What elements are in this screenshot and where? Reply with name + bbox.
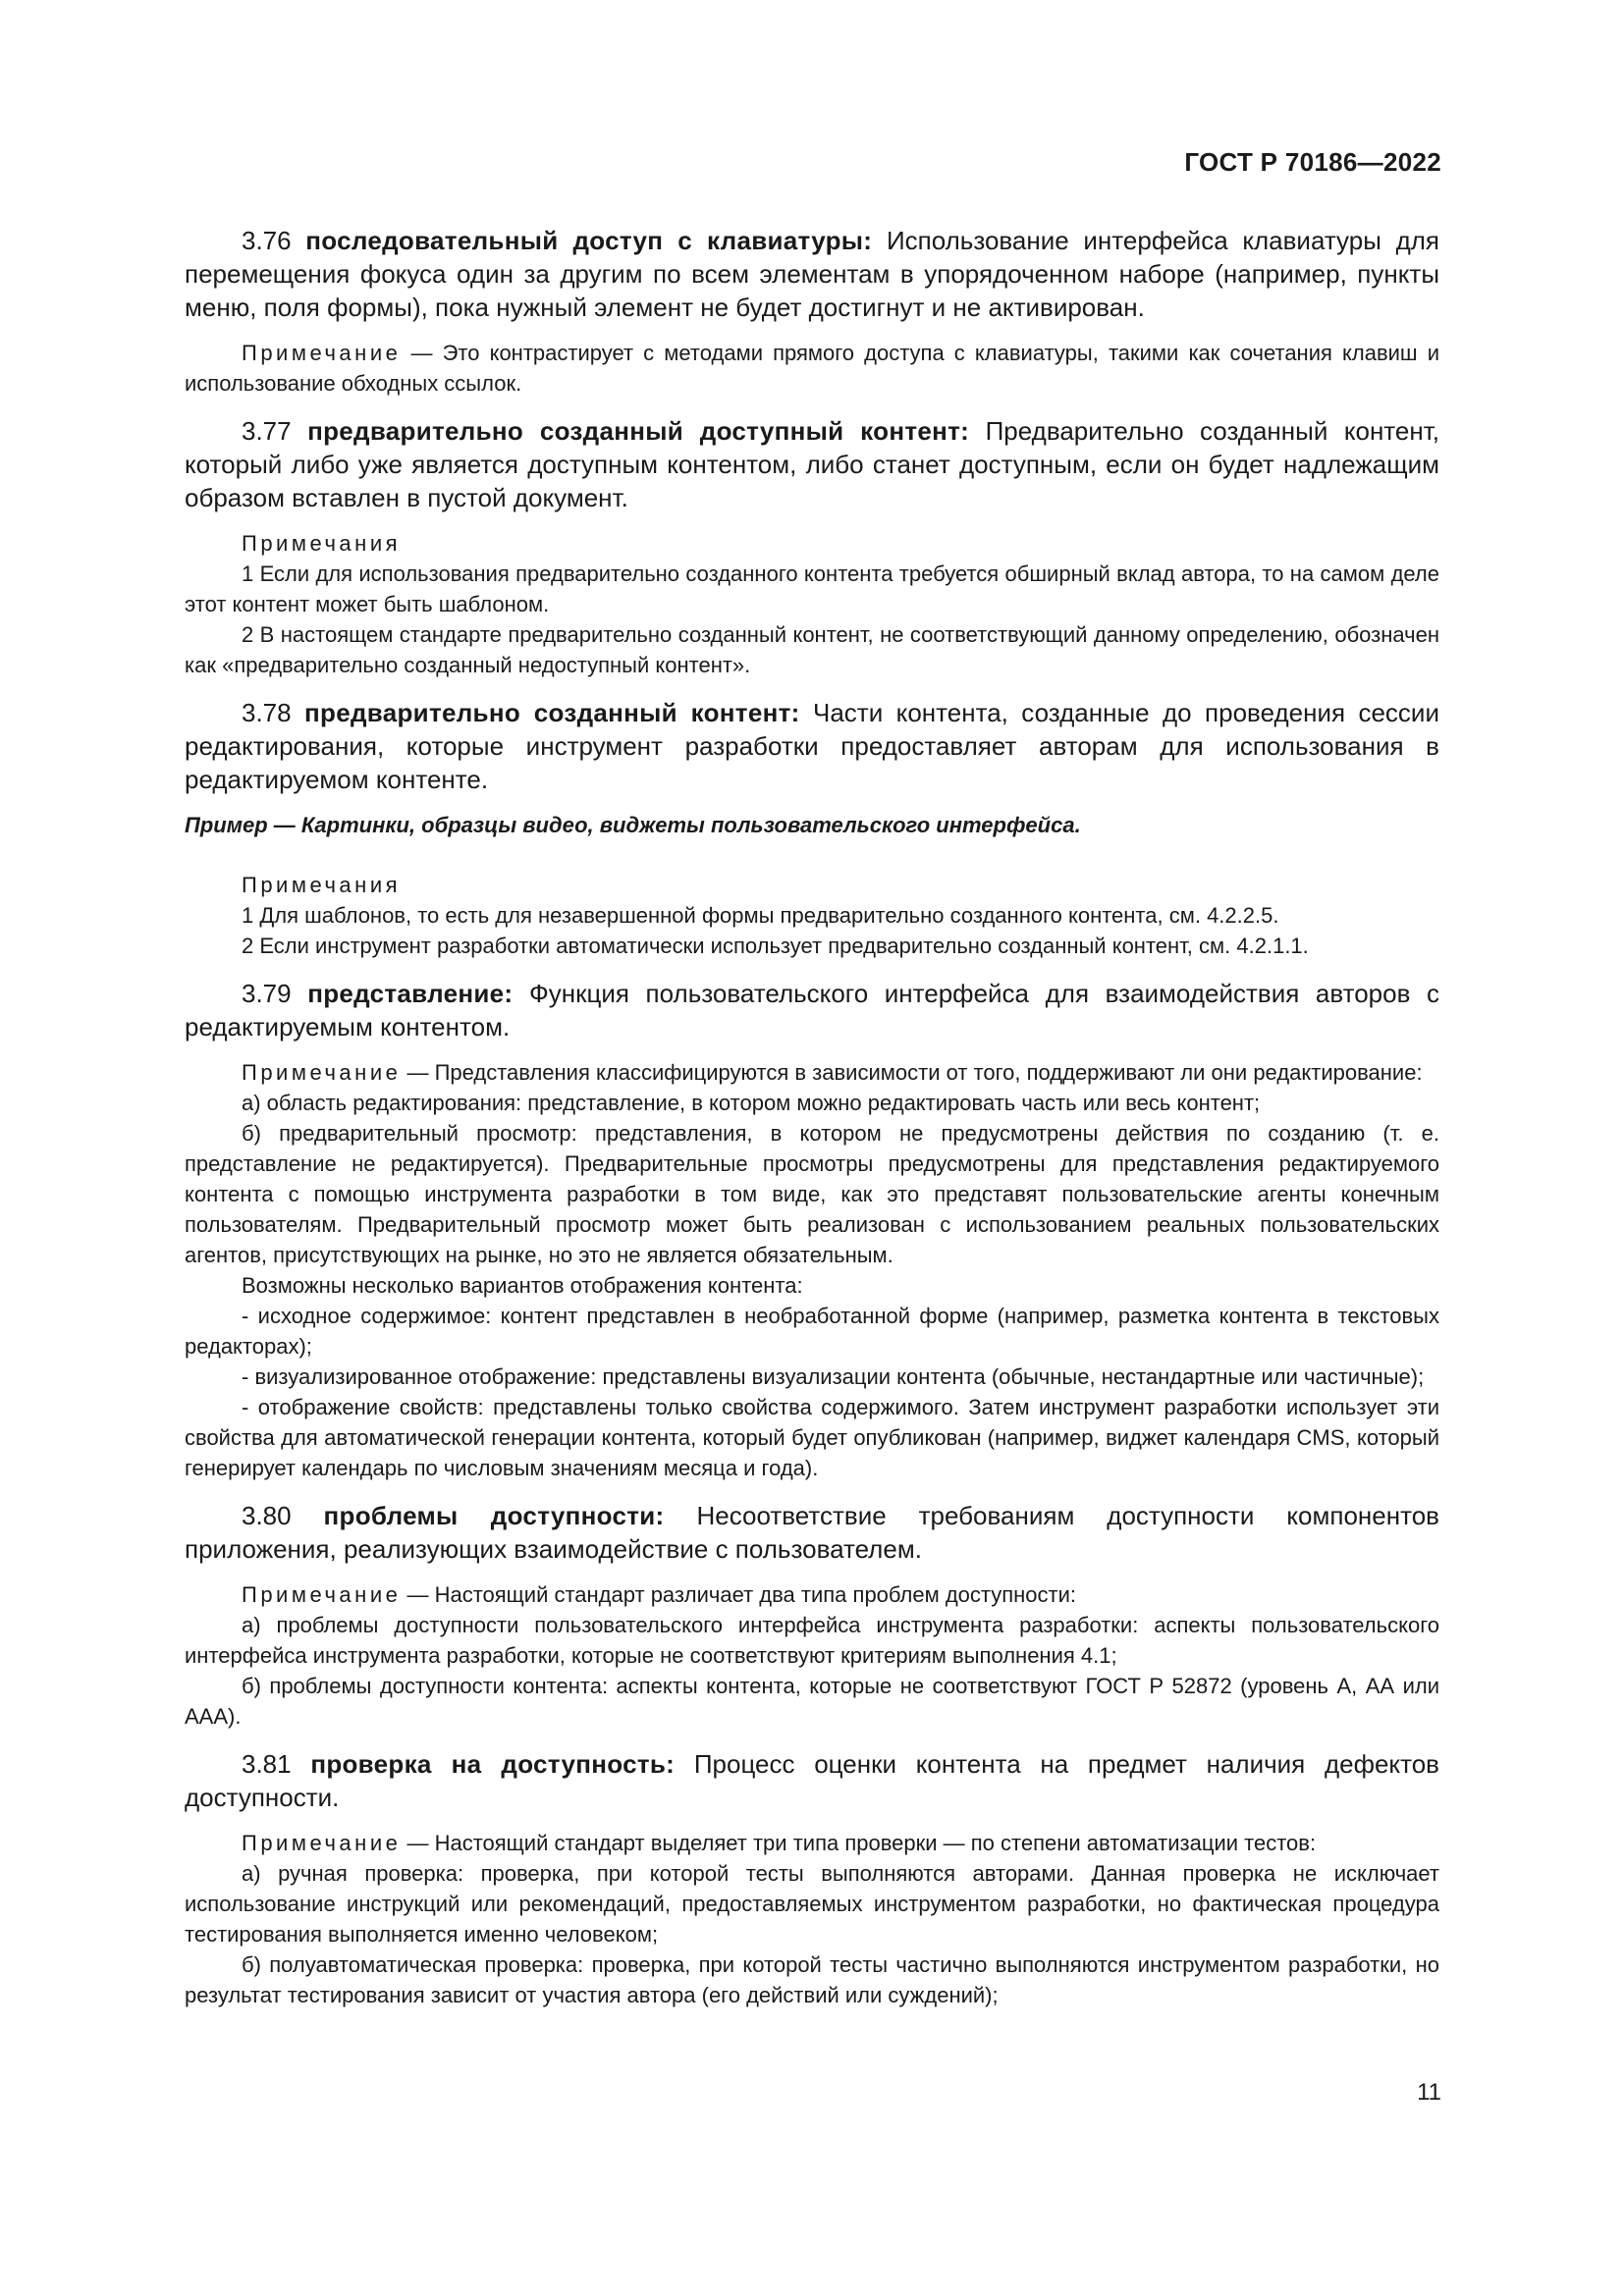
term-definition	[185, 1747, 1439, 1814]
term-number: 3.76	[242, 226, 292, 255]
term-number: 3.79	[242, 979, 292, 1008]
section-3-79	[185, 977, 1439, 1483]
note-item: - визуализированное отображение: представлены визуализации контента (обычные, нестандартные или частичные);	[242, 1364, 1425, 1389]
note-item: 2 Если инструмент разработки автоматически использует предварительно созданный контент, см. 4.2.1.1.	[242, 934, 1309, 958]
note-item: 1 Если для использования предварительно созданного контента требуется обширный вклад автора, то на самом деле этот контент может быть шаблоном.	[185, 561, 1439, 616]
term-definition	[185, 224, 1439, 324]
term-text: Несоответствие требованиям доступности компонентов приложения, реализующих взаимодействие с пользователем.	[185, 1501, 1439, 1564]
term-number: 3.78	[242, 698, 292, 727]
section-3-78	[185, 696, 1439, 961]
note-item: - исходное содержимое: контент представлен в необработанной форме (например, разметка контента в текстовых редакторах);	[185, 1304, 1439, 1359]
term-text: Процесс оценки контента на предмет наличия дефектов доступности.	[185, 1749, 1439, 1812]
note-label: Примечание	[242, 1582, 402, 1607]
note-item: а) область редактирования: представление, в котором можно редактировать часть или весь контент;	[242, 1091, 1261, 1115]
term-definition	[185, 696, 1439, 796]
term-definition	[185, 977, 1439, 1043]
note-item: 2 В настоящем стандарте предварительно созданный контент, не соответствующий данному определению, обозначен как «предварительно созданный недоступный контент».	[185, 622, 1439, 677]
note-item: а) ручная проверка: проверка, при которой тесты выполняются авторами. Данная проверка не исключает использование инструкций или рекомендаций, предоставляемых инструментом разработки, но фактическая процедура тестирования выполняется именно человеком;	[185, 1861, 1439, 1947]
note-label: Примечание	[242, 1831, 402, 1855]
term-text: Предварительно созданный контент, который либо уже является доступным контентом, либо станет доступным, если он будет надлежащим образом вставлен в пустой документ.	[185, 416, 1439, 512]
section-3-80	[185, 1499, 1439, 1732]
term-definition	[185, 1499, 1439, 1566]
note-text: — Настоящий стандарт выделяет три типа проверки — по степени автоматизации тестов:	[406, 1831, 1317, 1855]
term-definition	[185, 414, 1439, 514]
term-name: представление:	[307, 979, 514, 1008]
note-item: - отображение свойств: представлены только свойства содержимого. Затем инструмент разработки использует эти свойства для автоматической генерации контента, который будет опубликован (например, виджет календаря CMS, который генерирует календарь по числовым значениям месяца и года).	[185, 1395, 1439, 1480]
note-text: — Это контрастирует с методами прямого доступа с клавиатуры, такими как сочетания клавиш и использование обходных ссылок.	[185, 341, 1439, 396]
document-id-header: ГОСТ Р 70186—2022	[1184, 147, 1441, 177]
term-number: 3.80	[242, 1501, 292, 1530]
note-label: Примечание	[242, 1060, 402, 1085]
section-3-76	[185, 224, 1439, 399]
note-item: б) полуавтоматическая проверка: проверка, при которой тесты частично выполняются инструментом разработки, но результат тестирования зависит от участия автора (его действий или суждений);	[185, 1952, 1439, 2007]
section-3-77	[185, 414, 1439, 680]
note-text: — Представления классифицируются в зависимости от того, поддерживают ли они редактирование:	[406, 1060, 1423, 1085]
note-text: — Настоящий стандарт различает два типа проблем доступности:	[406, 1582, 1077, 1607]
term-name: предварительно созданный контент:	[304, 698, 800, 727]
term-name: проверка на доступность:	[310, 1749, 676, 1779]
example: Пример — Картинки, образцы видео, виджеты пользовательского интерфейса.	[185, 813, 1081, 837]
term-text: Использование интерфейса клавиатуры для перемещения фокуса один за другим по всем элементам в упорядоченном наборе (например, пункты меню, поля формы), пока нужный элемент не будет достигнут и не активирован.	[185, 226, 1439, 322]
note	[185, 1828, 1439, 1858]
term-text: Части контента, созданные до проведения сессии редактирования, которые инструмент разработки предоставляет авторам для использования в редактируемом контенте.	[185, 698, 1439, 794]
notes-label: Примечания	[242, 873, 402, 897]
note	[185, 1579, 1439, 1610]
document-body	[185, 224, 1439, 2026]
term-name: последовательный доступ с клавиатуры:	[305, 226, 873, 255]
section-3-81	[185, 1747, 1439, 2010]
term-name: предварительно созданный доступный контент:	[307, 416, 970, 446]
page-number: 11	[1417, 2079, 1441, 2106]
note-item: б) проблемы доступности контента: аспекты контента, которые не соответствуют ГОСТ Р 52872 (уровень А, АА или ААА).	[185, 1674, 1439, 1729]
note-label: Примечание	[242, 341, 402, 365]
term-name: проблемы доступности:	[323, 1501, 665, 1530]
term-number: 3.81	[242, 1749, 292, 1779]
note-item: б) предварительный просмотр: представления, в котором не предусмотрены действия по созданию (т. е. представление не редактируется). Предварительные просмотры предусмотрены для представления редактируемого контента с помощью инструмента разработки в том виде, как это представят пользовательские агенты конечным пользователям. Предварительный просмотр может быть реализован с использованием реальных пользовательских агентов, присутствующих на рынке, но это не является обязательным.	[185, 1121, 1439, 1267]
note-item: а) проблемы доступности пользовательского интерфейса инструмента разработки: аспекты пользовательского интерфейса инструмента разработки, которые не соответствуют критериям выполнения 4.1;	[185, 1613, 1439, 1668]
note	[185, 1057, 1439, 1088]
term-text: Функция пользовательского интерфейса для взаимодействия авторов с редактируемым контентом.	[185, 979, 1440, 1041]
term-number: 3.77	[242, 416, 292, 446]
note	[185, 338, 1439, 399]
note-item: 1 Для шаблонов, то есть для незавершенной формы предварительно созданного контента, см. 4.2.2.5.	[242, 903, 1279, 928]
note-item: Возможны несколько вариантов отображения контента:	[242, 1273, 803, 1298]
notes-label: Примечания	[242, 531, 402, 556]
